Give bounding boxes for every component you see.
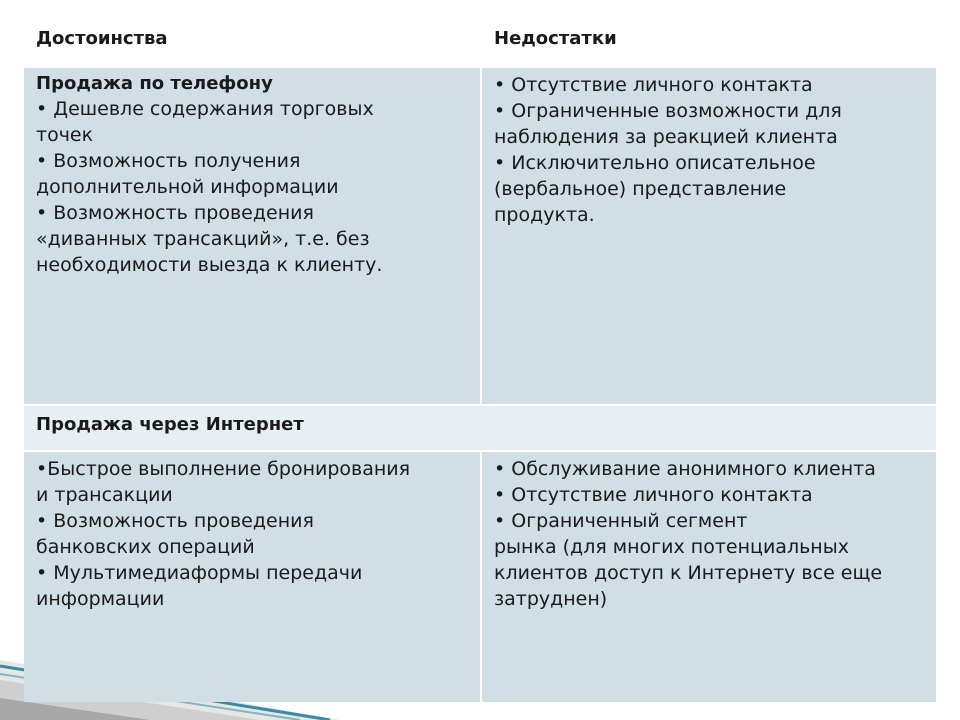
list-item: рынка (для многих потенциальных bbox=[494, 536, 849, 558]
internet-row bbox=[24, 450, 936, 702]
list-item: «диванных трансакций», т.е. без bbox=[36, 228, 370, 250]
list-item: • Ограниченный сегмент bbox=[494, 510, 748, 532]
list-item: точек bbox=[36, 124, 94, 146]
list-item: • Отсутствие личного контакта bbox=[494, 74, 813, 96]
header-advantages: Достоинства bbox=[36, 28, 168, 49]
table-header-row bbox=[24, 10, 936, 66]
list-item: • Исключительно описательное bbox=[494, 152, 816, 174]
list-item: наблюдения за реакцией клиента bbox=[494, 126, 838, 148]
internet-advantages-cell bbox=[24, 452, 480, 702]
list-item: • Возможность получения bbox=[36, 150, 301, 172]
phone-row bbox=[24, 66, 936, 404]
list-item: продукта. bbox=[494, 204, 595, 226]
list-item: • Дешевле содержания торговых bbox=[36, 98, 374, 120]
list-item: информации bbox=[36, 588, 165, 610]
phone-disadvantages-cell bbox=[480, 68, 936, 404]
list-item: •Быстрое выполнение бронирования bbox=[36, 458, 411, 480]
list-item: клиентов доступ к Интернету все еще bbox=[494, 562, 883, 584]
list-item: • Обслуживание анонимного клиента bbox=[494, 458, 876, 480]
list-item: дополнительной информации bbox=[36, 176, 339, 198]
phone-advantages-cell bbox=[24, 68, 480, 404]
header-disadvantages: Недостатки bbox=[494, 28, 617, 49]
internet-disadvantages-cell bbox=[480, 452, 936, 702]
list-item: • Мультимедиаформы передачи bbox=[36, 562, 363, 584]
list-item: • Ограниченные возможности для bbox=[494, 100, 842, 122]
phone-section-title: Продажа по телефону bbox=[36, 73, 273, 94]
list-item: банковских операций bbox=[36, 536, 255, 558]
internet-title-row bbox=[24, 404, 936, 450]
list-item: • Возможность проведения bbox=[36, 202, 314, 224]
list-item: • Возможность проведения bbox=[36, 510, 314, 532]
comparison-table bbox=[24, 10, 936, 702]
list-item: затруднен) bbox=[494, 588, 608, 610]
list-item: необходимости выезда к клиенту. bbox=[36, 254, 383, 276]
list-item: и трансакции bbox=[36, 484, 173, 506]
list-item: • Отсутствие личного контакта bbox=[494, 484, 813, 506]
internet-section-title: Продажа через Интернет bbox=[36, 414, 304, 435]
list-item: (вербальное) представление bbox=[494, 178, 787, 200]
